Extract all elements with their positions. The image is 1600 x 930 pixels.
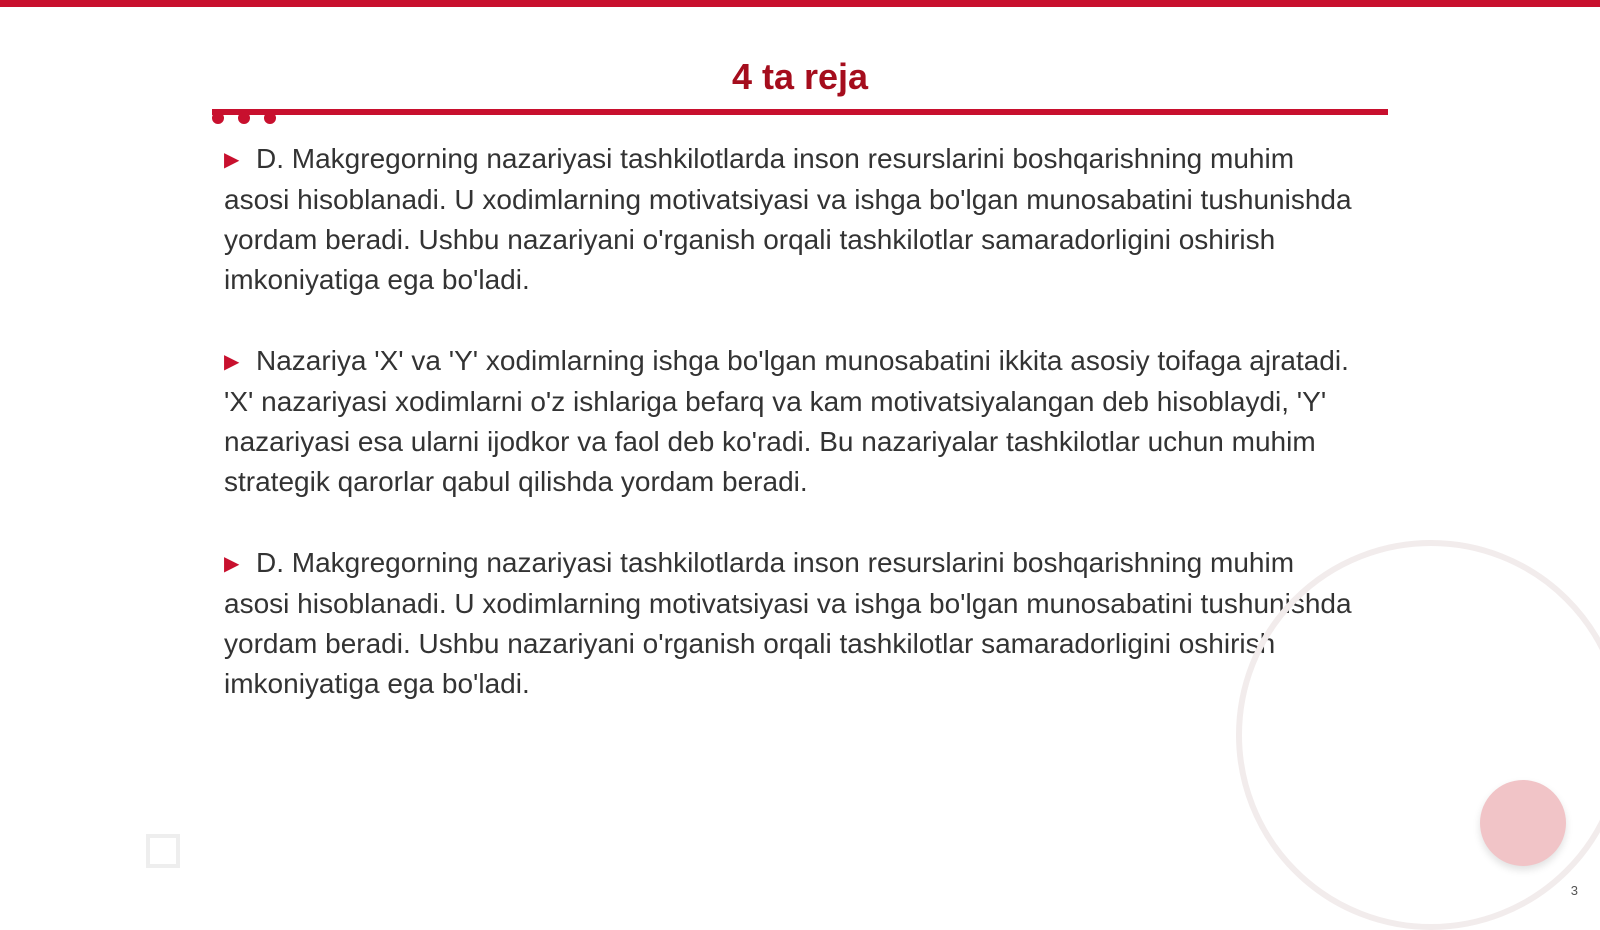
top-accent-bar (0, 0, 1600, 7)
triangle-bullet-icon: ▶ (224, 553, 240, 575)
slide-title: 4 ta reja (731, 56, 869, 97)
decorative-pink-circle (1480, 780, 1566, 866)
bullet-text: D. Makgregorning nazariyasi tashkilotlarda inson resurslarini boshqarishning muhim asosi hisoblanadi. U xodimlarning motivatsiyasi va ishga bo'lgan munosabatini tushunishda yordam beradi. Ushbu nazariyani o'rganish orqali tashkilotlar samaradorligini oshirish imkoniyatiga ega bo'ladi. (224, 143, 1352, 295)
divider-dot (264, 112, 276, 124)
triangle-bullet-icon: ▶ (224, 149, 240, 171)
triangle-bullet-icon: ▶ (224, 351, 240, 373)
bullet-item (224, 139, 1354, 300)
title-divider (212, 109, 1388, 115)
decorative-square (146, 834, 180, 868)
bullet-item (224, 543, 1354, 704)
bullet-item (224, 341, 1354, 502)
bullet-text: D. Makgregorning nazariyasi tashkilotlarda inson resurslarini boshqarishning muhim asosi hisoblanadi. U xodimlarning motivatsiyasi va ishga bo'lgan munosabatini tushunishda yordam beradi. Ushbu nazariyani o'rganish orqali tashkilotlar samaradorligini oshirish imkoniyatiga ega bo'ladi. (224, 547, 1352, 699)
slide-content (224, 139, 1354, 745)
page-number: 3 (1570, 883, 1578, 898)
divider-dot (238, 112, 250, 124)
divider-dot (212, 112, 224, 124)
bullet-text: Nazariya 'X' va 'Y' xodimlarning ishga bo'lgan munosabatini ikkita asosiy toifaga ajratadi. 'X' nazariyasi xodimlarni o'z ishlariga befarq va kam motivatsiyalangan deb hisoblaydi, 'Y' nazariyasi esa ularni ijodkor va faol deb ko'radi. Bu nazariyalar tashkilotlar uchun muhim strategik qarorlar qabul qilishda yordam beradi. (224, 345, 1349, 497)
decorative-ring (1236, 540, 1600, 930)
